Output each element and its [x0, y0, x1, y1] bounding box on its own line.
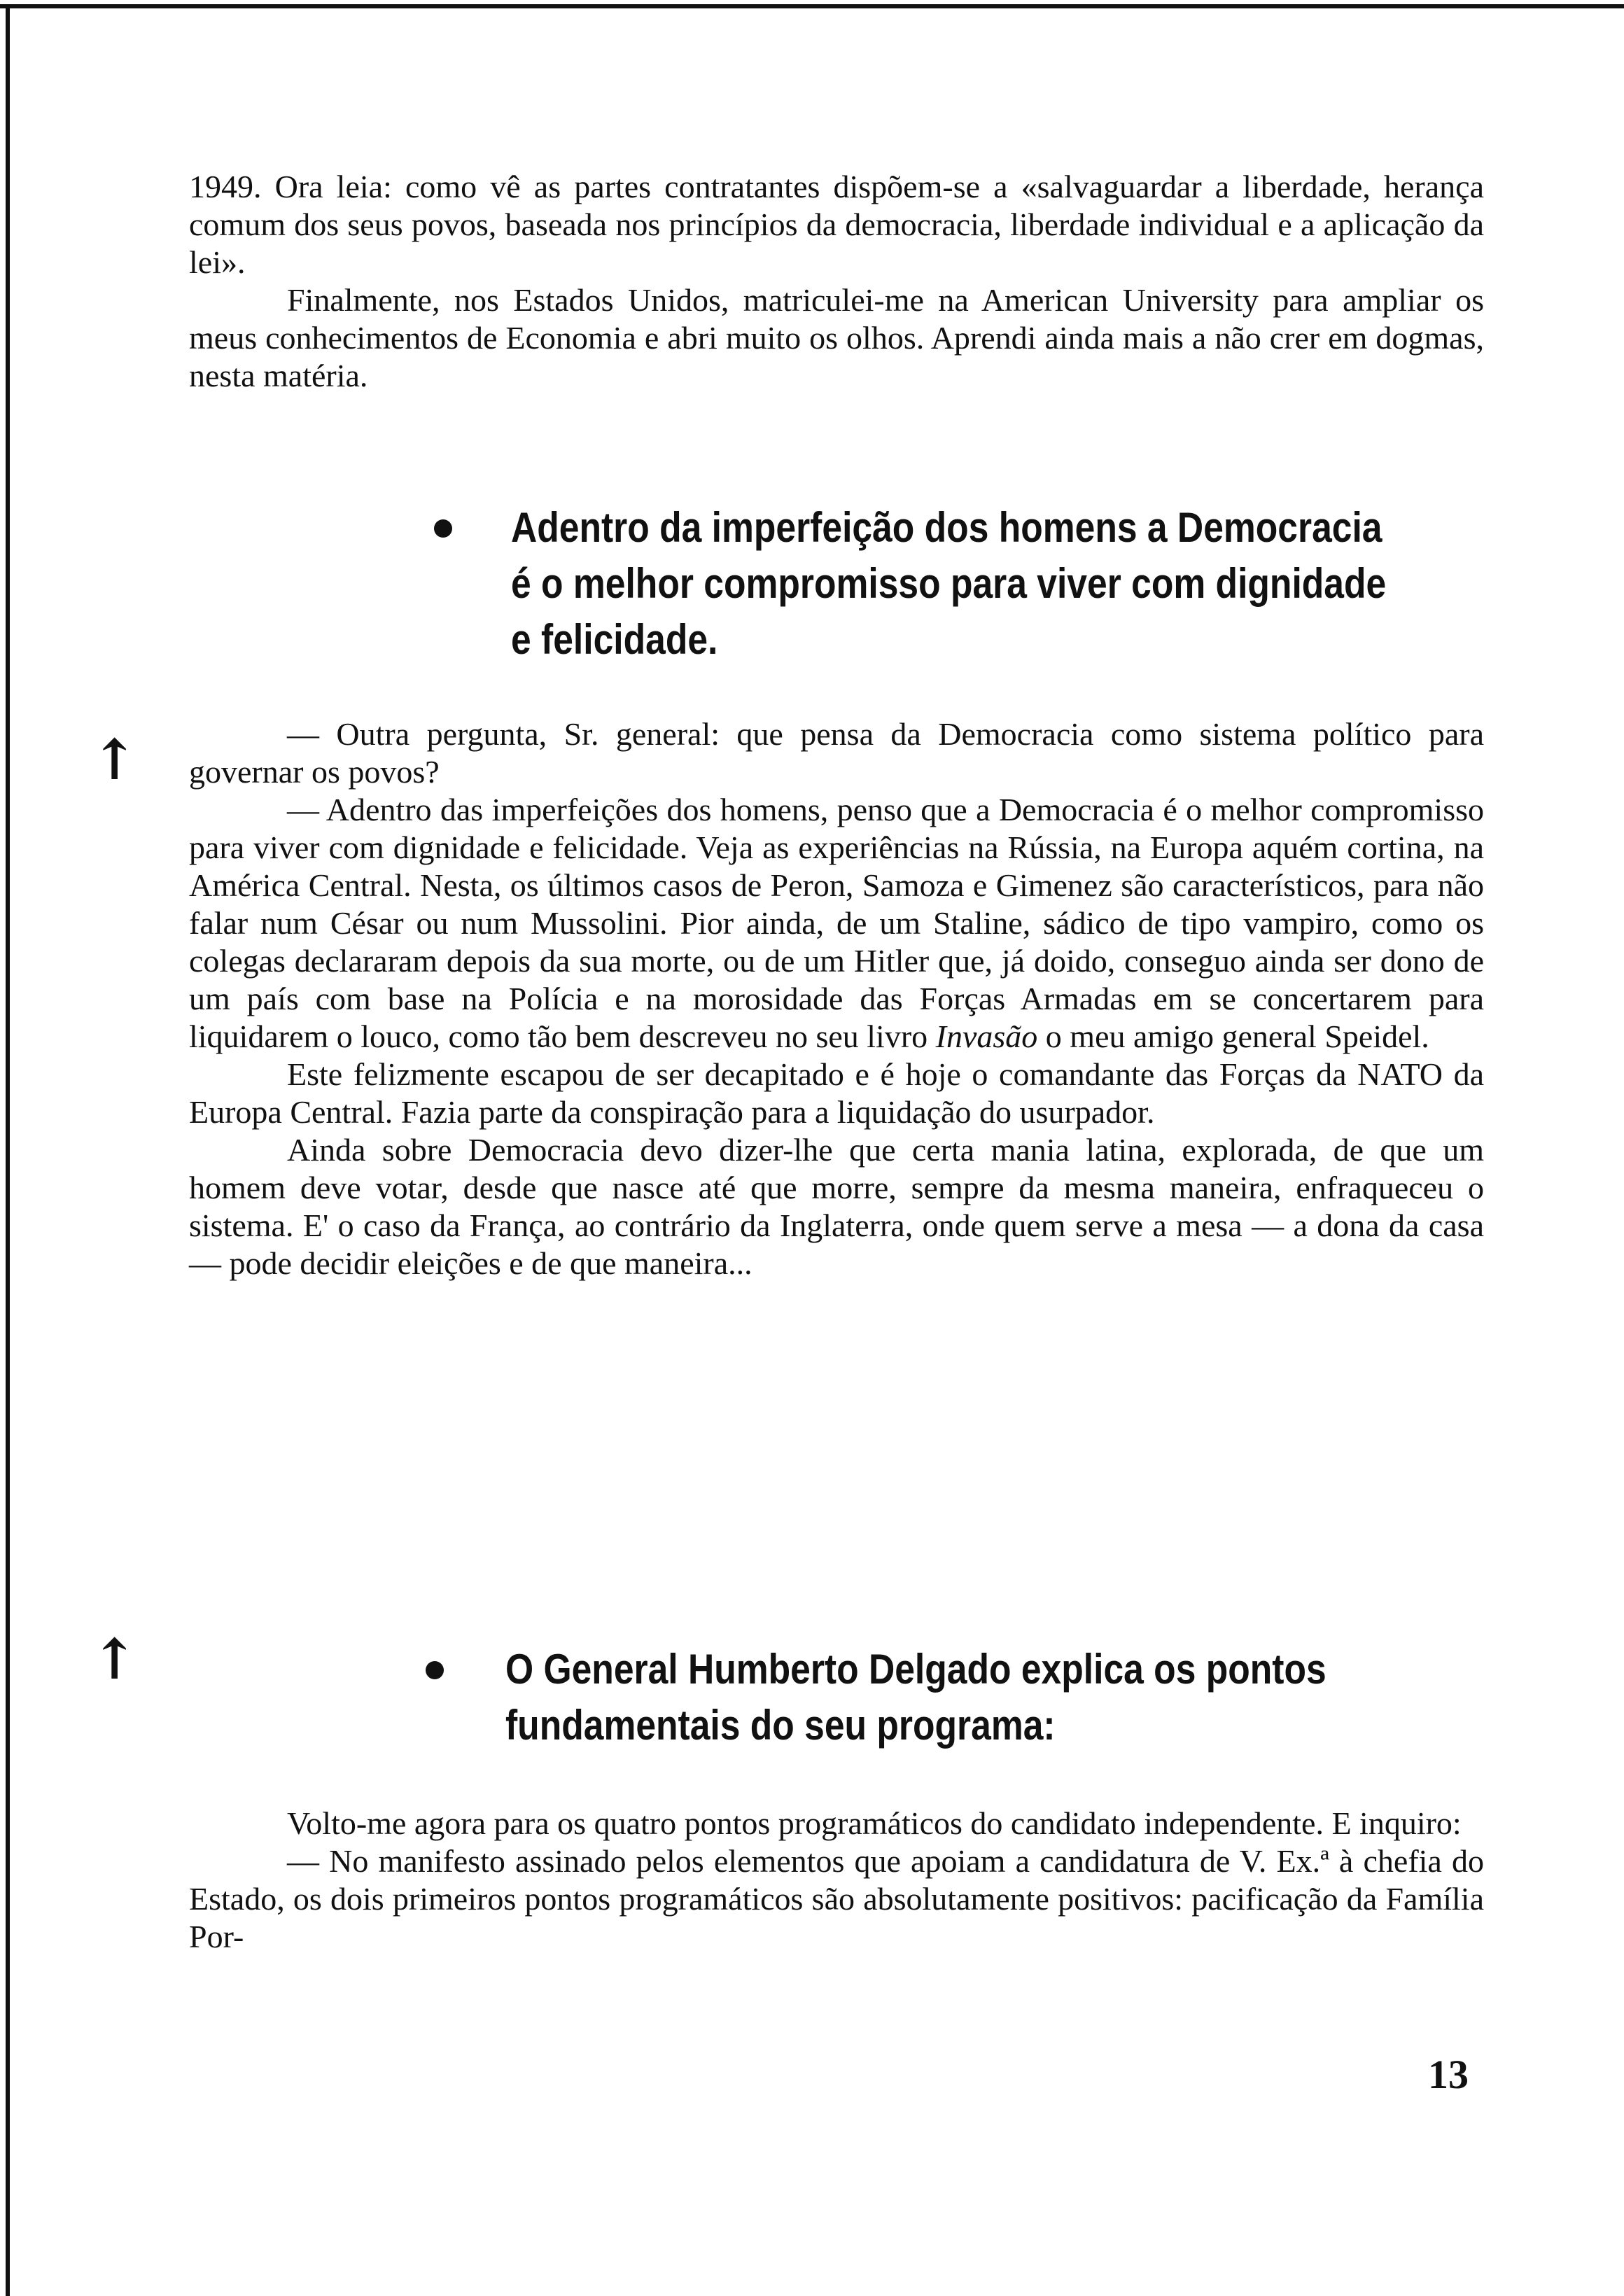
paragraph-quatro-pontos: Volto-me agora para os quatro pontos programáticos do candidato independente. E inquiro:	[287, 1805, 1462, 1841]
heading-line: Adentro da imperfeição dos homens a Democracia	[511, 504, 1382, 551]
text-block-democracia	[189, 715, 1484, 1282]
heading-line: fundamentais do seu programa:	[505, 1702, 1056, 1749]
margin-arrow-icon: ↑	[91, 1626, 139, 1692]
heading-line: O General Humberto Delgado explica os pontos	[505, 1646, 1326, 1693]
text-block-intro	[189, 168, 1484, 395]
paragraph-speidel: Este felizmente escapou de ser decapitado e é hoje o comandante das Forças da NATO da Europa Central. Fazia parte da conspiração para a liquidação do usurpador.	[189, 1056, 1484, 1130]
answer-text-end: o meu amigo general Speidel.	[1037, 1018, 1429, 1054]
top-border-line	[0, 4, 1624, 8]
answer-text: — Adentro das imperfeições dos homens, penso que a Democracia é o melhor compromisso para viver com dignidade e felicidade. Veja as experiências na Rússia, na Europa aquém cortina, na América Central. Nesta, os últimos casos de Peron, Samoza e Gimenez são característicos, para não falar num César ou num Mussolini. Pior ainda, de um Staline, sádico de tipo vampiro, como os colegas declararam depois da sua morte, ou de um Hitler que, já doido, conseguo ainda ser dono de um país com base na Polícia e na morosidade das Forças Armadas em se concertarem para liquidarem o louco, como tão bem descreveu no seu livro	[189, 792, 1484, 1054]
book-title: Invasão	[935, 1018, 1038, 1054]
paragraph-manifesto: — No manifesto assinado pelos elementos que apoiam a candidatura de V. Ex.ª à chefia do Estado, os dois primeiros pontos programáticos são absolutamente positivos: pacificação da Família Por-	[189, 1843, 1484, 1954]
page-number: 13	[1428, 2052, 1469, 2097]
paragraph-american-university: Finalmente, nos Estados Unidos, matriculei-me na American University para ampliar os meus conhecimentos de Economia e abri muito os olhos. Aprendi ainda mais a não crer em dogmas, nesta matéria.	[189, 282, 1484, 393]
section-heading-democracia	[511, 500, 1386, 668]
left-border-line	[6, 4, 10, 2296]
paragraph-question: — Outra pergunta, Sr. general: que pensa da Democracia como sistema político para governar os povos?	[189, 716, 1484, 790]
paragraph-nato-quote: 1949. Ora leia: como vê as partes contratantes dispõem-se a «salvaguardar a liberdade, herança comum dos seus povos, baseada nos princípios da democracia, liberdade individual e a aplicação da lei».	[189, 169, 1484, 280]
paragraph-mania-latina: Ainda sobre Democracia devo dizer-lhe que certa mania latina, explorada, de que um homem deve votar, desde que nasce até que morre, sempre da mesma maneira, enfraqueceu o sistema. E' o caso da França, ao contrário da Inglaterra, onde quem serve a mesa — a dona da casa — pode decidir eleições e de que maneira...	[189, 1132, 1484, 1281]
section-heading-programa	[505, 1642, 1326, 1754]
heading-line: é o melhor compromisso para viver com dignidade	[511, 560, 1387, 607]
heading-line: e felicidade.	[511, 616, 718, 663]
bullet-icon	[434, 519, 452, 538]
bullet-icon	[426, 1661, 444, 1679]
text-block-programa	[189, 1805, 1484, 1956]
paragraph-answer	[189, 791, 1484, 1056]
margin-arrow-icon: ↑	[91, 727, 139, 792]
